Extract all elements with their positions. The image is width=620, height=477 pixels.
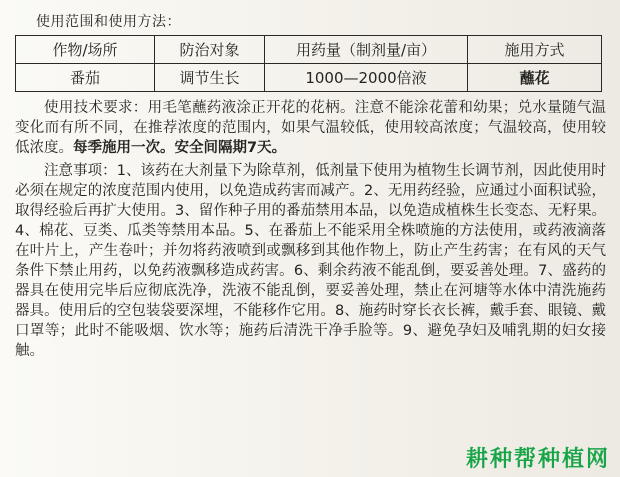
table-header-row xyxy=(16,36,602,64)
cell-target: 调节生长 xyxy=(155,64,265,92)
header-target: 防治对象 xyxy=(155,36,265,64)
technique-text: 使用技术要求：用毛笔蘸药液涂正开花的花柄。注意不能涂花蕾和幼果；兑水量随气温变化而有所不同，在推荐浓度的范围内，如果气温较低，使用较高浓度；气温较高，使用较低浓度。 xyxy=(15,100,606,156)
body-text xyxy=(15,98,606,361)
usage-table xyxy=(15,35,602,92)
table-row xyxy=(16,64,602,92)
cell-method: 蘸花 xyxy=(468,64,602,92)
technique-bold-text: 每季施用一次。安全间隔期7天。 xyxy=(73,140,287,156)
section-title: 使用范围和使用方法： xyxy=(36,14,181,30)
site-watermark: 耕种帮种植网 xyxy=(465,447,610,472)
header-dosage: 用药量（制剂量/亩） xyxy=(265,36,468,64)
technique-paragraph xyxy=(15,98,606,158)
header-method: 施用方式 xyxy=(468,36,602,64)
cell-dosage: 1000—2000倍液 xyxy=(265,64,468,92)
notes-paragraph: 注意事项：1、该药在大剂量下为除草剂，低剂量下使用为植物生长调节剂，因此使用时必须在规定的浓度范围内使用，以免造成药害而减产。2、无用药经验，应通过小面积试验，取得经验后再扩大使用。3、留作种子用的番茄禁用本品，以免造成植株生长变态、无籽果。4、棉花、豆类、瓜类等禁用本品。5、在番茄上不能采用全株喷施的方法使用，或药液滴落在叶片上，产生卷叶；并勿将药液喷到或飘移到其他作物上，防止产生药害；在有风的天气条件下禁止用药，以免药液飘移造成药害。6、剩余药液不能乱倒，要妥善处理。7、盛药的器具在使用完毕后应彻底洗净，洗液不能乱倒，要妥善处理，禁止在河塘等水体中清洗施药器具。使用后的空包装袋要深埋，不能移作它用。8、施药时穿长衣长裤，戴手套、眼镜、戴口罩等；此时不能吸烟、饮水等；施药后清洗干净手脸等。9、避免孕妇及哺乳期的妇女接触。 xyxy=(15,163,606,359)
header-crop: 作物/场所 xyxy=(16,36,155,64)
cell-crop: 番茄 xyxy=(16,64,155,92)
